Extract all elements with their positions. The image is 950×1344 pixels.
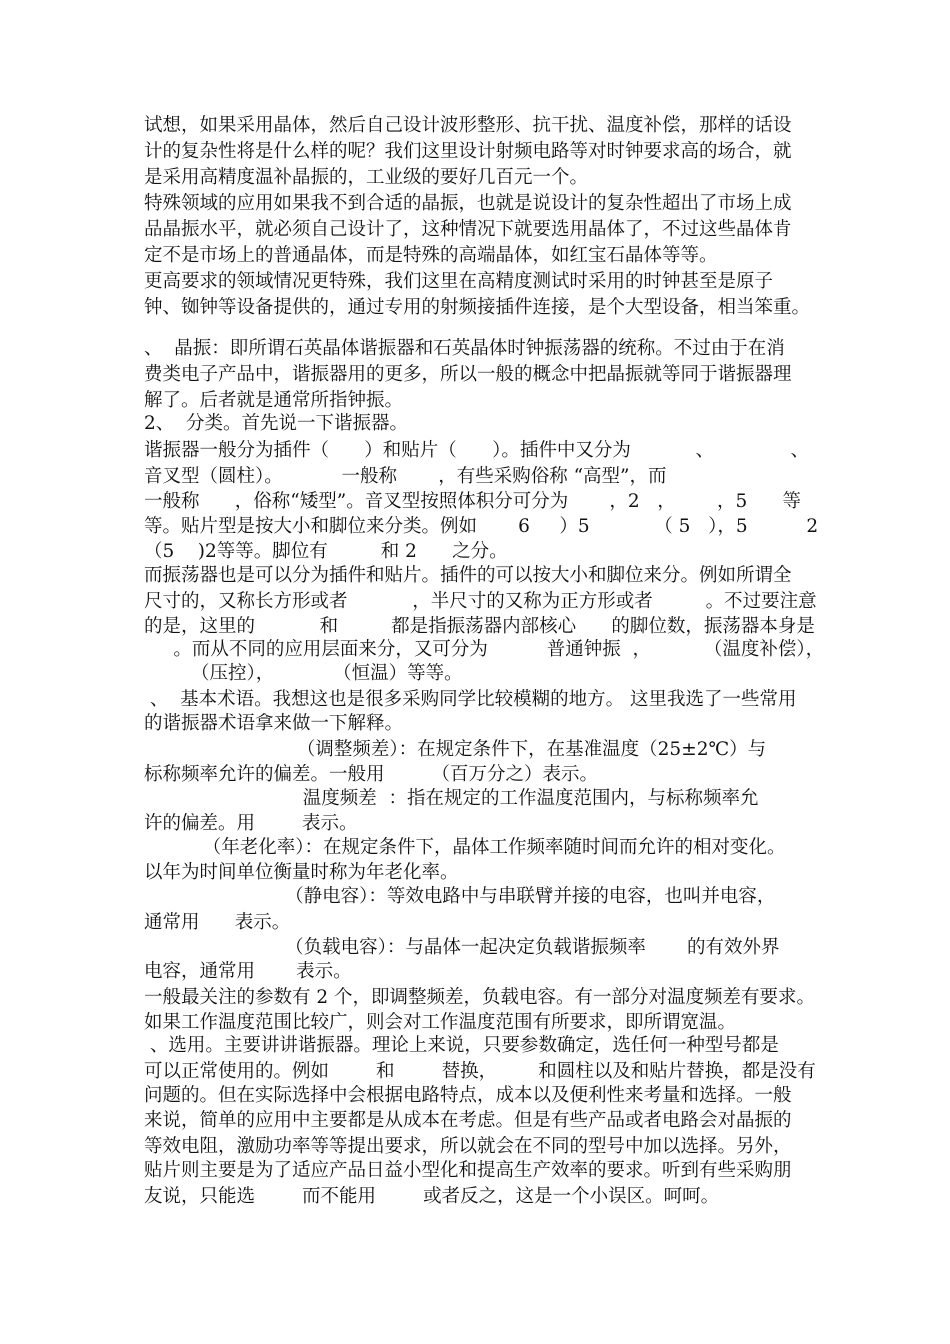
text-line: 以年为时间单位衡量时称为年老化率。 xyxy=(144,862,459,883)
text-line: （负载电容）：与晶体一起决定负载谐振频率 的有效外界 xyxy=(144,937,780,958)
text-line: （静电容）：等效电路中与串联臂并接的电容，也叫并电容， xyxy=(144,886,776,907)
text-line: 费类电子产品中，谐振器用的更多，所以一般的概念中把晶振就等同于谐振器理 xyxy=(144,364,792,385)
text-line: 的谐振器术语拿来做一下解释。 xyxy=(144,713,404,734)
text-line: 友说，只能选 而不能用 或者反之，这是一个小误区。呵呵。 xyxy=(144,1186,720,1207)
text-line: 来说，简单的应用中主要都是从成本在考虑。但是有些产品或者电路会对晶振的 xyxy=(144,1110,792,1131)
text-line: 、选用。主要讲讲谐振器。理论上来说，只要参数确定，选任何一种型号都是 xyxy=(144,1035,779,1056)
text-line: 一般称 ，俗称“矮型”。音叉型按照体积分可分为 ，2 ， ，5 等 xyxy=(144,491,801,512)
text-line: 问题的。但在实际选择中会根据电路特点，成本以及便利性来考量和选择。一般 xyxy=(144,1085,792,1106)
text-line: （压控）， （恒温）等等。 xyxy=(144,663,463,684)
text-line: 谐振器一般分为插件（ ）和贴片（ ）。插件中又分为 、 、 xyxy=(144,440,809,461)
text-line: 定不是市场上的普通晶体，而是特殊的高端晶体，如红宝石晶体等等。 xyxy=(144,245,718,266)
text-line: 温度频差 ：指在规定的工作温度范围内，与标称频率允 xyxy=(144,788,759,809)
text-line: （年老化率）：在规定条件下，晶体工作频率随时间而允许的相对变化。 xyxy=(144,837,786,858)
text-line: 更高要求的领域情况更特殊，我们这里在高精度测试时采用的时钟甚至是原子 xyxy=(144,271,774,292)
text-line: 的是，这里的 和 都是指振荡器内部核心 的脚位数，振荡器本身是 xyxy=(144,616,815,637)
text-line: （5 )2等等。脚位有 和 2 之分。 xyxy=(144,541,508,562)
text-line: 钟、铷钟等设备提供的，通过专用的射频接插件连接，是个大型设备，相当笨重。 xyxy=(144,297,811,318)
text-line: 、 晶振：即所谓石英晶体谐振器和石英晶体时钟振荡器的统称。不过由于在消 xyxy=(144,338,785,359)
text-line: 是采用高精度温补晶振的，工业级的要好几百元一个。 xyxy=(144,167,589,188)
text-line: 、 基本术语。我想这也是很多采购同学比较模糊的地方。 这里我选了一些常用 xyxy=(144,689,797,710)
text-line: 电容，通常用 表示。 xyxy=(144,961,352,982)
text-line: 而振荡器也是可以分为插件和贴片。插件的可以按大小和脚位来分。例如所谓全 xyxy=(144,565,792,586)
text-line: 计的复杂性将是什么样的呢？我们这里设计射频电路等对时钟要求高的场合，就 xyxy=(144,141,792,162)
text-line: 解了。后者就是通常所指钟振。 xyxy=(144,390,404,411)
text-line: 如果工作温度范围比较广，则会对工作温度范围有所要求，即所谓宽温。 xyxy=(144,1012,737,1033)
text-line: 等。贴片型是按大小和脚位来分类。例如 6 ）5 （ 5 ），5 2 xyxy=(144,516,819,537)
text-line: 标称频率允许的偏差。一般用 （百万分之）表示。 xyxy=(144,764,599,785)
text-line: 可以正常使用的。例如 和 替换， 和圆柱以及和贴片替换，都是没有 xyxy=(144,1061,816,1082)
text-line: 试想，如果采用晶体，然后自己设计波形整形、抗干扰、温度补偿，那样的话设 xyxy=(144,115,792,136)
text-line: 。而从不同的应用层面来分，又可分为 普通钟振 ， （温度补偿）， xyxy=(144,639,825,660)
text-line: （调整频差）：在规定条件下，在基准温度（25±2℃）与 xyxy=(144,739,767,760)
text-line: 许的偏差。用 表示。 xyxy=(144,813,358,834)
text-line: 音叉型（圆柱）。 一般称 ，有些采购俗称 “高型”，而 xyxy=(144,466,667,487)
text-line: 品晶振水平，就必须自己设计了，这种情况下就要选用晶体了，不过这些晶体肯 xyxy=(144,219,792,240)
text-line: 通常用 表示。 xyxy=(144,912,291,933)
text-line: 2、 分类。首先说一下谐振器。 xyxy=(144,413,409,434)
text-line: 尺寸的，又称长方形或者 ，半尺寸的又称为正方形或者 。不过要注意 xyxy=(144,591,817,612)
text-line: 等效电阻，激励功率等等提出要求，所以就会在不同的型号中加以选择。另外， xyxy=(144,1136,792,1157)
text-line: 特殊领域的应用如果我不到合适的晶振，也就是说设计的复杂性超出了市场上成 xyxy=(144,193,792,214)
text-line: 一般最关注的参数有 2 个，即调整频差，负载电容。有一部分对温度频差有要求。 xyxy=(144,987,816,1008)
text-line: 贴片则主要是为了适应产品日益小型化和提高生产效率的要求。听到有些采购朋 xyxy=(144,1160,792,1181)
